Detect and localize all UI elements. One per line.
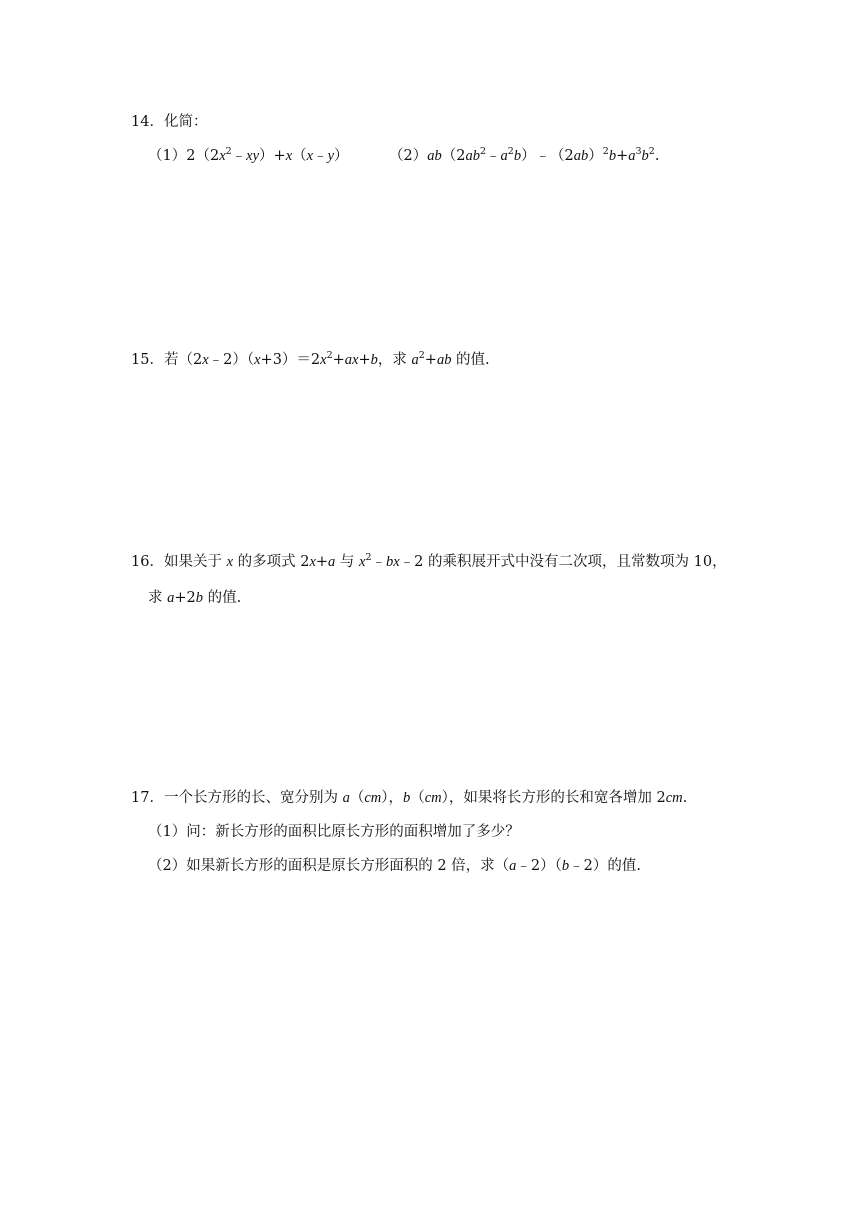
question-14-heading [131, 112, 207, 132]
question-number: 16． [131, 554, 164, 570]
question-14-part-2: $(2)ab(2ab^2﹣a^2b)﹣(2ab)^2b+a^3b^2$. [389, 146, 660, 164]
question-14-part-1: $(1)2(2x^2﹣xy)+x(x﹣y)$ [148, 146, 349, 164]
question-number: 14． [131, 114, 164, 130]
question-number: 17． [131, 790, 164, 806]
question-number: 15． [131, 352, 164, 368]
question-15: 15．若$(2x﹣2)(x+3)=2x^2+ax+b$，求 $a^2+ab$ 的值. [131, 350, 490, 368]
question-16-line-2: 求 a+2b 的值. [148, 590, 242, 606]
question-17-part-1: （1）问：新长方形的面积比原长方形的面积增加了多少？ [148, 824, 520, 840]
question-17-stem: 17．一个长方形的长、宽分别为 a（cm），b（cm），如果将长方形的长和宽各增加 2cm. [131, 790, 688, 806]
question-17-part-2: （2）如果新长方形的面积是原长方形面积的 2 倍，求（a﹣2）（b﹣2）的值. [148, 858, 641, 874]
question-16-line-1: 16．如果关于 x 的多项式 2x+a 与 $x^2﹣bx﹣2$ 的乘积展开式中没有二次项，且常数项为 10， [131, 552, 727, 570]
question-text: 化简： [163, 114, 208, 130]
